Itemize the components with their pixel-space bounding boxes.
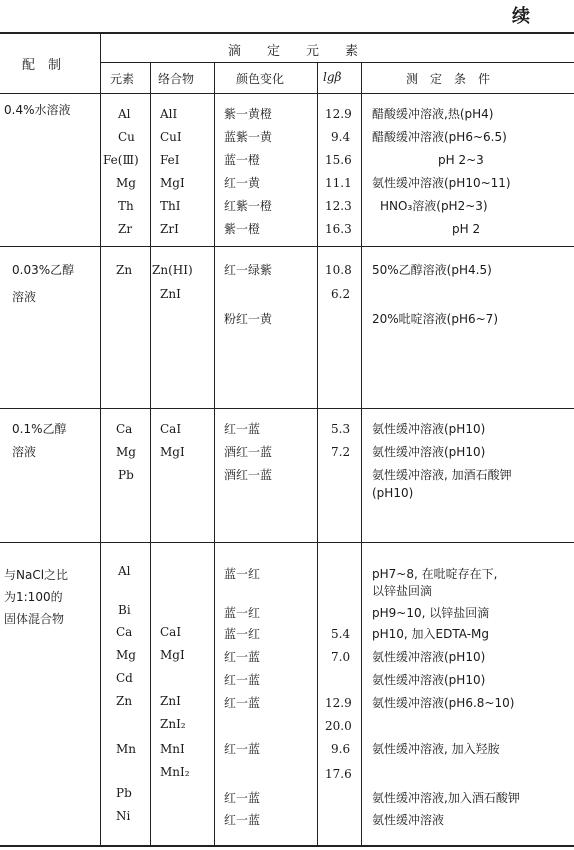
condition-cell: 氨性缓冲溶液, 加酒石酸钾 — [372, 468, 512, 482]
complex-cell: ThI — [160, 199, 181, 213]
element-cell: Ni — [116, 809, 131, 823]
color-change-cell: 红一蓝 — [224, 791, 261, 805]
element-cell: Mg — [116, 445, 136, 459]
condition-cell: 氨性缓冲溶液 — [372, 813, 445, 827]
color-change-cell: 红一蓝 — [224, 650, 261, 664]
color-change-cell: 蓝一红 — [224, 567, 261, 581]
header-col-color: 颜色变化 — [236, 72, 285, 86]
condition-cell: 氨性缓冲溶液(pH6.8~10) — [372, 696, 515, 710]
complex-cell: MnI — [160, 742, 185, 756]
header-bottom-rule — [0, 93, 574, 94]
col-divider-complex — [214, 62, 215, 847]
element-cell: Ca — [116, 422, 133, 436]
col-divider-color — [317, 62, 318, 847]
color-change-cell: 红一蓝 — [224, 813, 261, 827]
color-change-cell: 蓝一橙 — [224, 153, 261, 167]
color-change-cell: 蓝紫一黄 — [224, 130, 273, 144]
complex-cell: CuI — [160, 130, 182, 144]
complex-cell: Zn(HI) — [152, 263, 193, 277]
section-rule-3 — [0, 542, 574, 543]
complex-cell: AlI — [160, 107, 178, 121]
table-bottom-rule — [0, 845, 574, 847]
complex-cell: ZrI — [160, 222, 179, 236]
element-cell: Th — [118, 199, 134, 213]
table-top-rule — [0, 32, 574, 34]
condition-cell: pH 2~3 — [438, 153, 484, 167]
element-cell: Ca — [116, 625, 133, 639]
color-change-cell: 粉红一黄 — [224, 312, 273, 326]
prep-text: 固体混合物 — [4, 612, 65, 626]
condition-cell: 氨性缓冲溶液(pH10) — [372, 673, 486, 687]
condition-cell: pH10, 加入EDTA-Mg — [372, 627, 490, 641]
lgbeta-cell: 9.4 — [331, 130, 351, 144]
color-change-cell: 紫一橙 — [224, 222, 261, 236]
lgbeta-cell: 15.6 — [325, 153, 352, 167]
condition-cell: 50%乙醇溶液(pH4.5) — [372, 263, 492, 277]
condition-cell: 醋酸缓冲溶液(pH6~6.5) — [372, 130, 507, 144]
condition-cell: 氨性缓冲溶液,加入酒石酸钾 — [372, 791, 520, 805]
condition-cell: HNO₃溶液(pH2~3) — [380, 199, 488, 213]
complex-cell: FeI — [160, 153, 180, 167]
color-change-cell: 蓝一红 — [224, 606, 261, 620]
condition-cell: 氨性缓冲溶液(pH10) — [372, 422, 486, 436]
complex-cell: ZnI₂ — [160, 717, 186, 731]
color-change-cell: 红一蓝 — [224, 742, 261, 756]
prep-text: 溶液 — [12, 445, 37, 459]
section-rule-1 — [0, 246, 574, 247]
color-change-cell: 红紫一橙 — [224, 199, 273, 213]
element-cell: Pb — [118, 468, 134, 482]
element-cell: Zn — [116, 263, 133, 277]
color-change-cell: 酒红一蓝 — [224, 445, 273, 459]
element-cell: Mg — [116, 176, 136, 190]
lgbeta-cell: 7.2 — [331, 445, 351, 459]
section-rule-2 — [0, 408, 574, 409]
element-cell: Zn — [116, 694, 133, 708]
condition-cell: pH7~8, 在吡啶存在下, — [372, 567, 498, 581]
element-cell: Mg — [116, 648, 136, 662]
header-col-complex: 络合物 — [158, 72, 195, 86]
element-cell: Al — [118, 107, 131, 121]
lgbeta-cell: 17.6 — [325, 767, 352, 781]
lgbeta-cell: 12.9 — [325, 696, 352, 710]
header-divider — [100, 62, 574, 63]
condition-cell: 氨性缓冲溶液(pH10~11) — [372, 176, 511, 190]
lgbeta-cell: 9.6 — [331, 742, 351, 756]
prep-text: 与NaCl之比 — [4, 568, 69, 582]
color-change-cell: 红一蓝 — [224, 696, 261, 710]
complex-cell: MgI — [160, 648, 185, 662]
lgbeta-cell: 10.8 — [325, 263, 352, 277]
color-change-cell: 蓝一红 — [224, 627, 261, 641]
element-cell: Cd — [116, 671, 133, 685]
header-col-conditions: 测 定 条 件 — [406, 72, 491, 86]
condition-cell-cont: 以锌盐回滴 — [372, 584, 433, 598]
color-change-cell: 红一绿紫 — [224, 263, 273, 277]
prep-text: 溶液 — [12, 290, 37, 304]
lgbeta-cell: 12.9 — [325, 107, 352, 121]
header-prep: 配 制 — [22, 58, 62, 73]
prep-text: 0.03%乙醇 — [12, 263, 75, 277]
element-cell: Zr — [118, 222, 133, 236]
condition-cell: 醋酸缓冲溶液,热(pH4) — [372, 107, 494, 121]
lgbeta-cell: 5.3 — [331, 422, 351, 436]
complex-cell: CaI — [160, 625, 182, 639]
complex-cell: MgI — [160, 176, 185, 190]
complex-cell: MgI — [160, 445, 185, 459]
lgbeta-cell: 11.1 — [325, 176, 352, 190]
prep-text: 0.1%乙醇 — [12, 422, 67, 436]
condition-cell: 20%吡啶溶液(pH6~7) — [372, 312, 499, 326]
element-cell: Bi — [118, 603, 131, 617]
complex-cell: ZnI — [160, 287, 181, 301]
lgbeta-cell: 12.3 — [325, 199, 352, 213]
header-col-lgbeta: lgβ — [323, 70, 342, 84]
element-cell: Al — [118, 564, 131, 578]
color-change-cell: 红一黄 — [224, 176, 261, 190]
header-group: 滴 定 元 素 — [228, 44, 359, 59]
col-divider-prep — [100, 32, 101, 847]
complex-cell: MnI₂ — [160, 765, 190, 779]
element-cell: Pb — [116, 786, 132, 800]
lgbeta-cell: 5.4 — [331, 627, 351, 641]
continued-label: 续 — [512, 6, 530, 27]
col-divider-element — [150, 62, 151, 847]
condition-cell: 氨性缓冲溶液, 加入羟胺 — [372, 742, 500, 756]
element-cell: Cu — [118, 130, 135, 144]
complex-cell: ZnI — [160, 694, 181, 708]
color-change-cell: 紫一黄橙 — [224, 107, 273, 121]
condition-cell: 氨性缓冲溶液(pH10) — [372, 445, 486, 459]
element-cell: Mn — [116, 742, 137, 756]
condition-cell-cont: (pH10) — [372, 486, 414, 500]
condition-cell: pH9~10, 以锌盐回滴 — [372, 606, 490, 620]
color-change-cell: 酒红一蓝 — [224, 468, 273, 482]
prep-text: 为1:100的 — [4, 590, 63, 604]
condition-cell: pH 2 — [452, 222, 481, 236]
element-cell: Fe(Ⅲ) — [103, 153, 139, 167]
lgbeta-cell: 20.0 — [325, 719, 352, 733]
lgbeta-cell: 6.2 — [331, 287, 351, 301]
color-change-cell: 红一蓝 — [224, 673, 261, 687]
col-divider-lg — [361, 62, 362, 847]
complex-cell: CaI — [160, 422, 182, 436]
color-change-cell: 红一蓝 — [224, 422, 261, 436]
lgbeta-cell: 16.3 — [325, 222, 352, 236]
prep-text: 0.4%水溶液 — [4, 103, 71, 117]
lgbeta-cell: 7.0 — [331, 650, 351, 664]
header-col-element: 元素 — [110, 72, 135, 86]
condition-cell: 氨性缓冲溶液(pH10) — [372, 650, 486, 664]
